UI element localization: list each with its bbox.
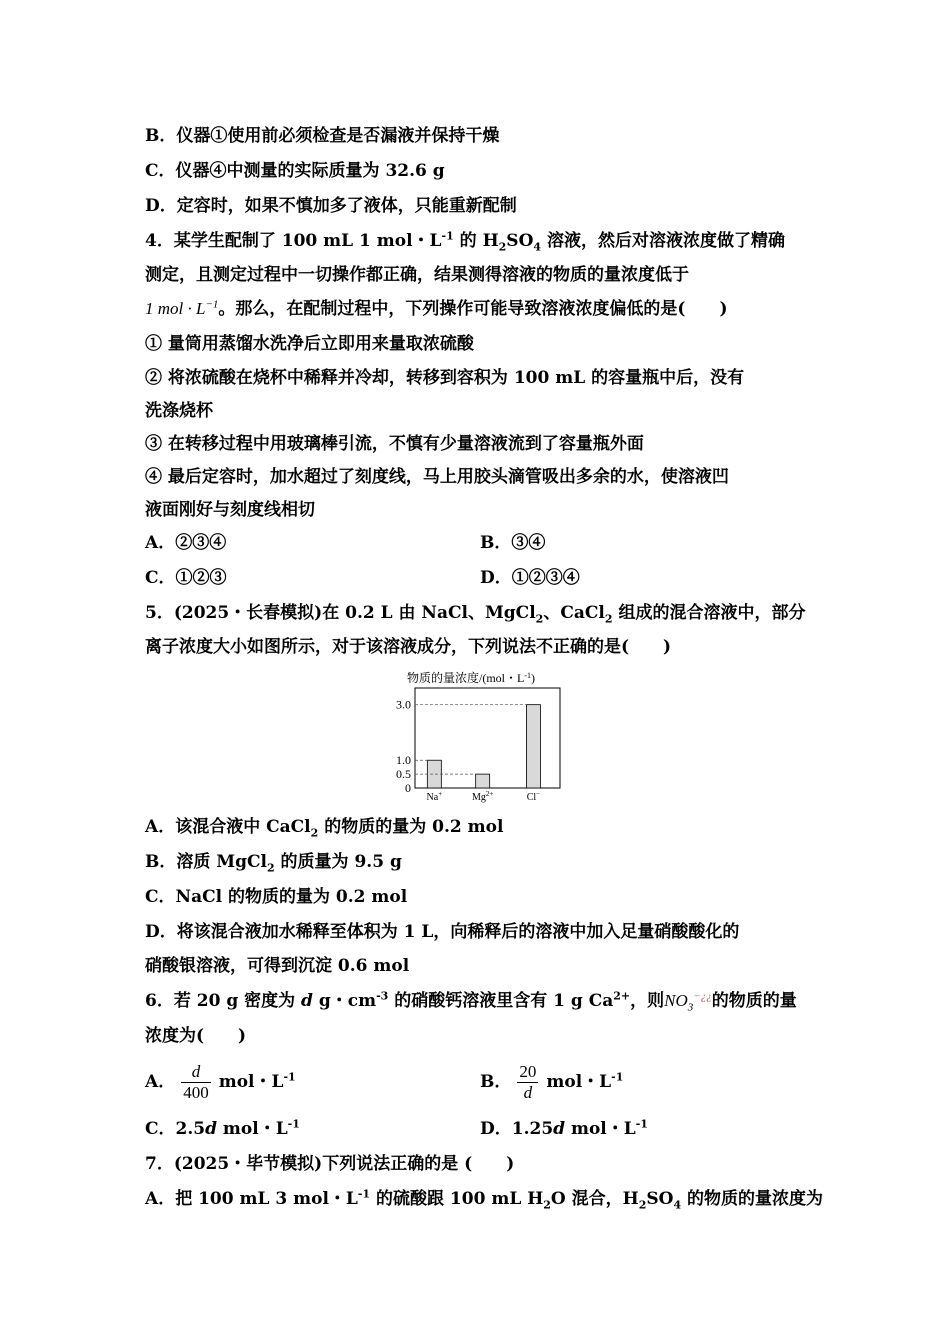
q5-option-b: B．溶质 MgCl$_2$ 的质量为 9.5 g — [145, 852, 402, 875]
y-tick-label: 1.0 — [396, 753, 411, 768]
q4-statement-3: ③ 在转移过程中用玻璃棒引流，不慎有少量溶液流到了容量瓶外面 — [145, 434, 644, 454]
q3-option-c: C．仪器④中测量的实际质量为 32.6 g — [145, 161, 445, 181]
q4-statement-4-line1: ④ 最后定容时，加水超过了刻度线，马上用胶头滴管吸出多余的水，使溶液凹 — [145, 467, 729, 487]
q6-option-c: C．2.5d mol・$L^{-1}$ — [145, 1117, 300, 1139]
q5-stem-line1: 5．(2025・长春模拟)在 0.2 L 由 NaCl、MgCl$_2$、CaCl$_2$ 组成的混合溶液中，部分 — [145, 603, 806, 626]
bar-cl — [526, 705, 540, 788]
y-tick-label: 0 — [405, 781, 411, 795]
q4-statement-1: ① 量筒用蒸馏水洗净后立即用来量取浓硫酸 — [145, 334, 474, 354]
q6-option-a: A． $\frac{d}{400}$ mol・$L^{-1}$ — [145, 1062, 296, 1102]
q5-option-d-line2: 硝酸银溶液，可得到沉淀 0.6 mol — [145, 956, 410, 976]
q4-option-a: A．②③④ — [145, 533, 227, 553]
ion-concentration-chart — [385, 668, 565, 803]
q4-stem-line2: 测定，且测定过程中一切操作都正确，结果测得溶液的物质的量浓度低于 — [145, 265, 689, 285]
x-tick-label-na: Na+ — [426, 790, 443, 803]
q6-option-d: D．1.25d mol・$L^{-1}$ — [480, 1117, 648, 1139]
q6-option-a-fraction: $\frac{d}{400}$ — [183, 1062, 209, 1102]
q4-statement-4-line2: 液面刚好与刻度线相切 — [145, 500, 315, 520]
q6-option-b-fraction: $\frac{20}{d}$ — [519, 1062, 537, 1102]
chart-plot-area — [396, 688, 560, 803]
q6-stem-line2: 浓度为( ) — [145, 1026, 247, 1046]
q5-stem-line2: 离子浓度大小如图所示，对于该溶液成分，下列说法不正确的是( ) — [145, 637, 672, 657]
q5-option-a: A．该混合液中 CaCl$_2$ 的物质的量为 0.2 mol — [145, 817, 504, 840]
q6-option-b: B． $\frac{20}{d}$ mol・$L^{-1}$ — [480, 1062, 624, 1102]
q4-concentration-math: 1 mol · L — [145, 299, 206, 318]
q4-statement-2-line2: 洗涤烧杯 — [145, 401, 213, 421]
bar-na — [427, 760, 441, 788]
q4-option-c: C．①②③ — [145, 568, 227, 588]
q4-statement-2-line1: ② 将浓硫酸在烧杯中稀释并冷却，转移到容积为 100 mL 的容量瓶中后，没有 — [145, 368, 745, 388]
q7-option-a-line1: A．把 100 mL 3 mol・$L^{-1}$ 的硫酸跟 100 mL $H_2O$ 混合，$H_2SO_4$ 的物质的量浓度为 — [145, 1187, 824, 1212]
x-tick-label-mg: $Mg^{2+}$ — [471, 790, 494, 803]
chart-title: 物质的量浓度/(mol・$L^{-1}$) — [407, 671, 536, 685]
q5-option-c: C．NaCl 的物质的量为 0.2 mol — [145, 887, 408, 907]
q4-option-b: B．③④ — [480, 533, 546, 553]
q6-stem-line1: 6．若 20 g 密度为 d g・$cm^{-3}$ 的硝酸钙溶液里含有 1 g $Ca^{2+}$，则$NO_3^{-¿¿}$的物质的量 — [145, 989, 797, 1014]
nitrate-formula: NO — [664, 991, 688, 1010]
y-tick-label: 3.0 — [396, 697, 411, 712]
q3-option-b: B．仪器①使用前必须检查是否漏液并保持干燥 — [145, 126, 500, 146]
x-tick-label-cl: Cl− — [526, 790, 541, 803]
q4-stem-line3: 1 mol · $L^{-1}$。那么，在配制过程中，下列操作可能导致溶液浓度偏低的是( ) — [145, 298, 728, 319]
y-tick-label: 0.5 — [396, 767, 411, 782]
bar-mg — [476, 774, 490, 788]
q4-option-d: D．①②③④ — [480, 568, 580, 588]
q5-option-d-line1: D．将该混合液加水稀释至体积为 1 L，向稀释后的溶液中加入足量硝酸酸化的 — [145, 922, 740, 942]
q7-stem: 7．(2025・毕节模拟)下列说法正确的是 ( ) — [145, 1154, 515, 1174]
q3-option-d: D．定容时，如果不慎加多了液体，只能重新配制 — [145, 196, 517, 216]
chart-svg — [385, 668, 565, 803]
q4-stem-line1: 4．某学生配制了 100 mL 1 mol・$L^{-1}$ 的 $H_2SO_4$ 溶液，然后对溶液浓度做了精确 — [145, 229, 785, 254]
